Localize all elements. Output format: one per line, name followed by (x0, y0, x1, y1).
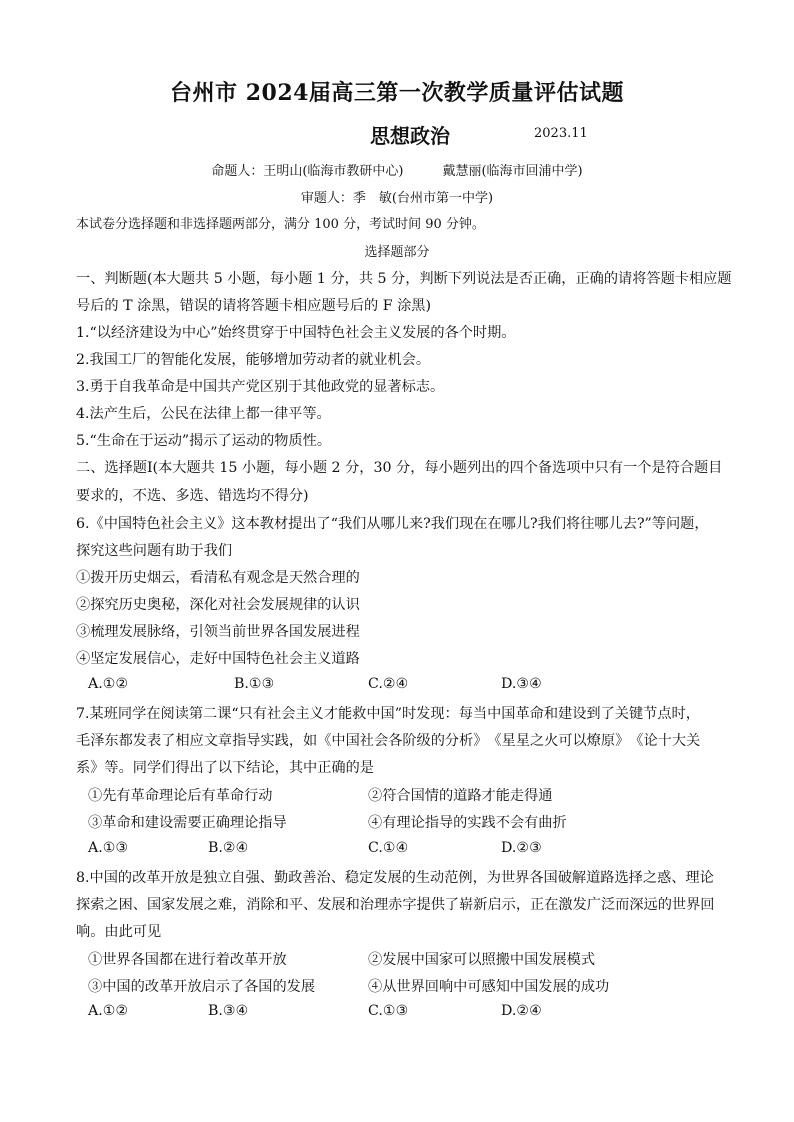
question-6-statement-3: ③梳理发展脉络，引领当前世界各国发展进程 (76, 624, 360, 640)
exam-info: 本试卷分选择题和非选择题两部分，满分 100 分，考试时间 90 分钟。 (76, 217, 485, 232)
question-6-option-d: D.③④ (501, 676, 542, 692)
question-4: 4.法产生后，公民在法律上都一律平等。 (76, 406, 331, 422)
question-8-option-b: B.③④ (208, 1003, 249, 1019)
question-5: 5.“生命在于运动”揭示了运动的物质性。 (76, 433, 332, 449)
question-7-statement-4: ④有理论指导的实践不会有曲折 (368, 815, 567, 831)
question-7-option-c: C.①④ (368, 840, 409, 856)
exam-title: 台州市 2024届高三第一次教学质量评估试题 (170, 80, 624, 106)
question-6-statement-1: ①拨开历史烟云，看清私有观念是天然合理的 (76, 570, 360, 586)
question-7-statement-3: ③革命和建设需要正确理论指导 (88, 815, 287, 831)
part2-intro-line1: 二、选择题Ⅰ(本大题共 15 小题，每小题 2 分，30 分，每小题列出的四个备选项中只有一个是符合题目 (76, 460, 723, 476)
question-8-stem-line2: 探索之困、国家发展之难，消除和平、发展和治理赤字提供了崭新启示，正在激发广泛而深远的世界回 (76, 897, 715, 913)
question-7-stem-line2: 毛泽东都发表了相应文章指导实践，如《中国社会各阶级的分析》 《星星之火可以燎原》 《论十大关 (76, 733, 701, 749)
question-6-stem-line2: 探究这些问题有助于我们 (76, 543, 233, 559)
question-8-statement-1: ①世界各国都在进行着改革开放 (88, 952, 287, 968)
question-6-statement-4: ④坚定发展信心，走好中国特色社会主义道路 (76, 651, 360, 667)
question-7-option-b: B.②④ (208, 840, 249, 856)
question-7-option-a: A.①③ (88, 840, 129, 856)
question-2: 2.我国工厂的智能化发展，能够增加劳动者的就业机会。 (76, 352, 431, 368)
question-7-stem-line3: 系》等。同学们得出了以下结论，其中正确的是 (76, 760, 374, 776)
question-1: 1.“以经济建设为中心”始终贯穿于中国特色社会主义发展的各个时期。 (76, 325, 516, 341)
authors-line: 命题人：王明山(临海市教研中心) 戴慧丽(临海市回浦中学) (211, 164, 583, 179)
question-7-stem-line1: 7.某班同学在阅读第二课“只有社会主义才能救中国”时发现：每当中国革命和建设到了关键节点时， (76, 706, 700, 722)
question-8-option-d: D.②④ (501, 1003, 542, 1019)
part1-intro-line2: 号后的 T 涂黑，错误的请将答题卡相应题号后的 F 涂黑) (76, 298, 432, 314)
question-3: 3.勇于自我革命是中国共产党区别于其他政党的显著标志。 (76, 379, 445, 395)
question-8-statement-3: ③中国的改革开放启示了各国的发展 (88, 979, 316, 995)
question-6-option-b: B.①③ (234, 676, 275, 692)
exam-date: 2023.11 (534, 126, 588, 141)
question-8-option-c: C.①③ (368, 1003, 409, 1019)
question-6-option-a: A.①② (88, 676, 129, 692)
part2-intro-line2: 要求的，不选、多选、错选均不得分) (76, 488, 309, 504)
question-8-statement-2: ②发展中国家可以照搬中国发展模式 (368, 952, 596, 968)
question-7-statement-2: ②符合国情的道路才能走得通 (368, 788, 553, 804)
question-8-option-a: A.①② (88, 1003, 129, 1019)
question-7-option-d: D.②③ (501, 840, 542, 856)
question-8-stem-line3: 响。由此可见 (76, 924, 162, 940)
subject-title: 思想政治 (370, 124, 450, 148)
question-6-stem-line1: 6.《中国特色社会主义》这本教材提出了“我们从哪儿来?我们现在在哪儿?我们将往哪儿去?”等问题， (76, 516, 709, 532)
question-6-option-c: C.②④ (368, 676, 409, 692)
question-6-statement-2: ②探究历史奥秘，深化对社会发展规律的认识 (76, 597, 360, 613)
question-8-statement-4: ④从世界回响中可感知中国发展的成功 (368, 979, 610, 995)
question-7-statement-1: ①先有革命理论后有革命行动 (88, 788, 273, 804)
question-8-stem-line1: 8.中国的改革开放是独立自强、勤政善治、稳定发展的生动范例，为世界各国破解道路选择之惑、理论 (76, 870, 714, 886)
section-title: 选择题部分 (364, 245, 430, 260)
reviewer-line: 审题人：季 敏(台州市第一中学) (300, 191, 494, 206)
part1-intro-line1: 一、判断题(本大题共 5 小题，每小题 1 分，共 5 分，判断下列说法是否正确，正确的请将答题卡相应题 (76, 271, 732, 287)
